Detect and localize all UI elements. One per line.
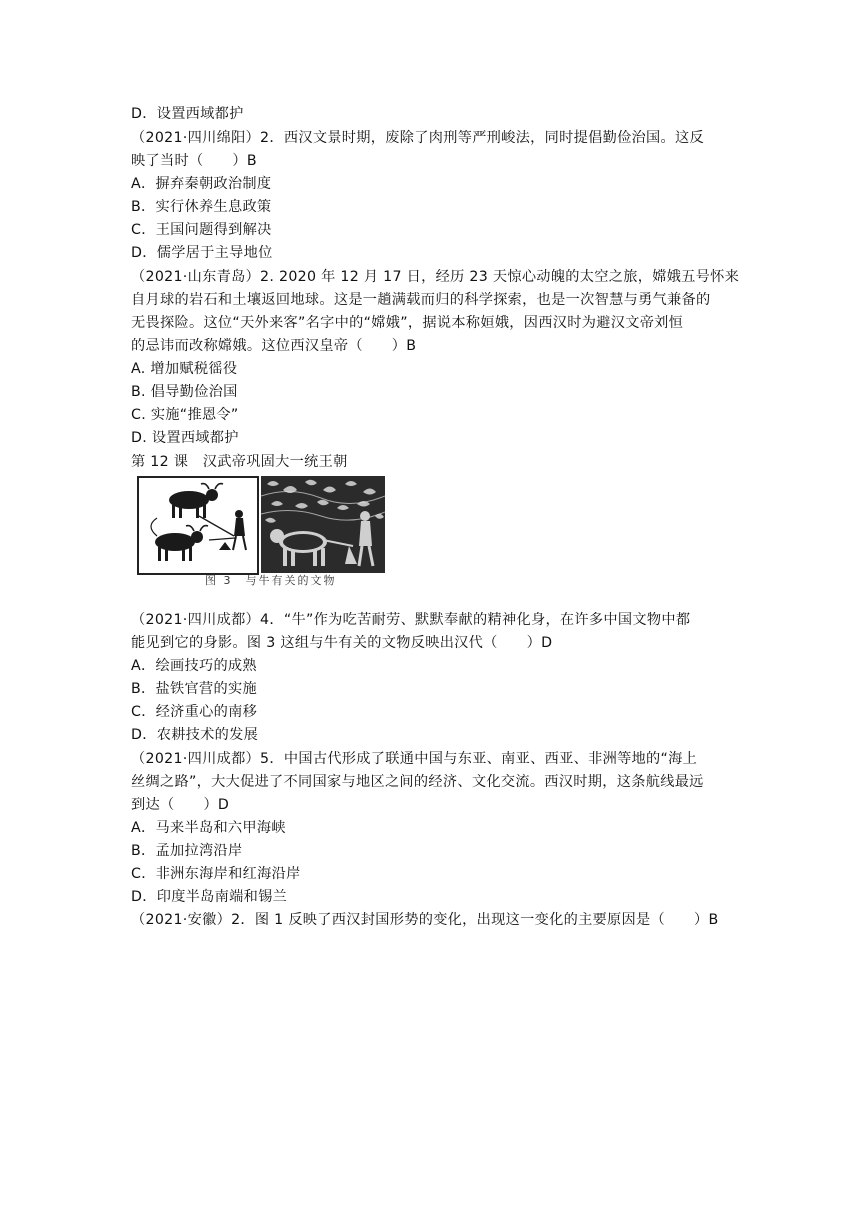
text-line: B．盐铁官营的实施 <box>131 681 257 697</box>
figure-ox-artifacts <box>137 476 387 588</box>
text-line: A．摒弃秦朝政治制度 <box>131 176 272 192</box>
text-line: C．王国问题得到解决 <box>131 222 272 238</box>
text-line: D．儒学居于主导地位 <box>131 245 273 261</box>
text-line: 丝绸之路”，大大促进了不同国家与地区之间的经济、文化交流。西汉时期，这条航线最远 <box>131 774 704 790</box>
text-line: 映了当时（ ）B <box>131 153 257 169</box>
text-line: 无畏探险。这位“天外来客”名字中的“嫦娥”，据说本称姮娥，因西汉时为避汉文帝刘恒 <box>131 315 684 331</box>
text-line: B．实行休养生息政策 <box>131 199 272 215</box>
section-heading: 第 12 课 汉武帝巩固大一统王朝 <box>131 454 348 470</box>
text-line: 自月球的岩石和土壤返回地球。这是一趟满载而归的科学探索，也是一次智慧与勇气兼备的 <box>131 292 711 308</box>
text-line: C．非洲东海岸和红海沿岸 <box>131 866 301 882</box>
text-line: B. 倡导勤俭治国 <box>131 384 238 400</box>
text-line: 的忌讳而改称嫦娥。这位西汉皇帝（ ）B <box>131 338 417 354</box>
text-line: B．孟加拉湾沿岸 <box>131 843 243 859</box>
ox-plough-drawing <box>137 476 259 575</box>
text-line: D. 设置西域都护 <box>131 430 239 446</box>
text-line: （2021·四川成都）4．“牛”作为吃苦耐劳、默默奉献的精神化身，在许多中国文物中都 <box>131 612 691 628</box>
text-line: A．马来半岛和六甲海峡 <box>131 820 286 836</box>
text-line: （2021·山东青岛）2. 2020 年 12 月 17 日，经历 23 天惊心动魄的太空之旅，嫦娥五号怀来 <box>131 269 740 285</box>
text-line: D．印度半岛南端和锡兰 <box>131 889 288 905</box>
text-line: C. 实施“推恩令” <box>131 407 239 423</box>
figure-caption: 图 3 与牛有关的文物 <box>205 574 337 587</box>
text-line: C．经济重心的南移 <box>131 704 258 720</box>
text-line: D．农耕技术的发展 <box>131 727 259 743</box>
text-line: A．绘画技巧的成熟 <box>131 658 257 674</box>
ox-stone-relief <box>261 476 385 573</box>
text-line: 能见到它的身影。图 3 这组与牛有关的文物反映出汉代（ ）D <box>131 635 553 651</box>
text-line: （2021·四川成都）5．中国古代形成了联通中国与东亚、南亚、西亚、非洲等地的“海上 <box>131 751 698 767</box>
text-line: （2021·四川绵阳）2．西汉文景时期，废除了肉刑等严刑峻法，同时提倡勤俭治国。这反 <box>131 130 704 146</box>
text-line: （2021·安徽）2．图 1 反映了西汉封国形势的变化，出现这一变化的主要原因是（ ）B <box>131 912 719 928</box>
text-line: 到达（ ）D <box>131 797 230 813</box>
text-line: D．设置西域都护 <box>131 106 244 122</box>
text-line: A. 增加赋税徭役 <box>131 361 238 377</box>
